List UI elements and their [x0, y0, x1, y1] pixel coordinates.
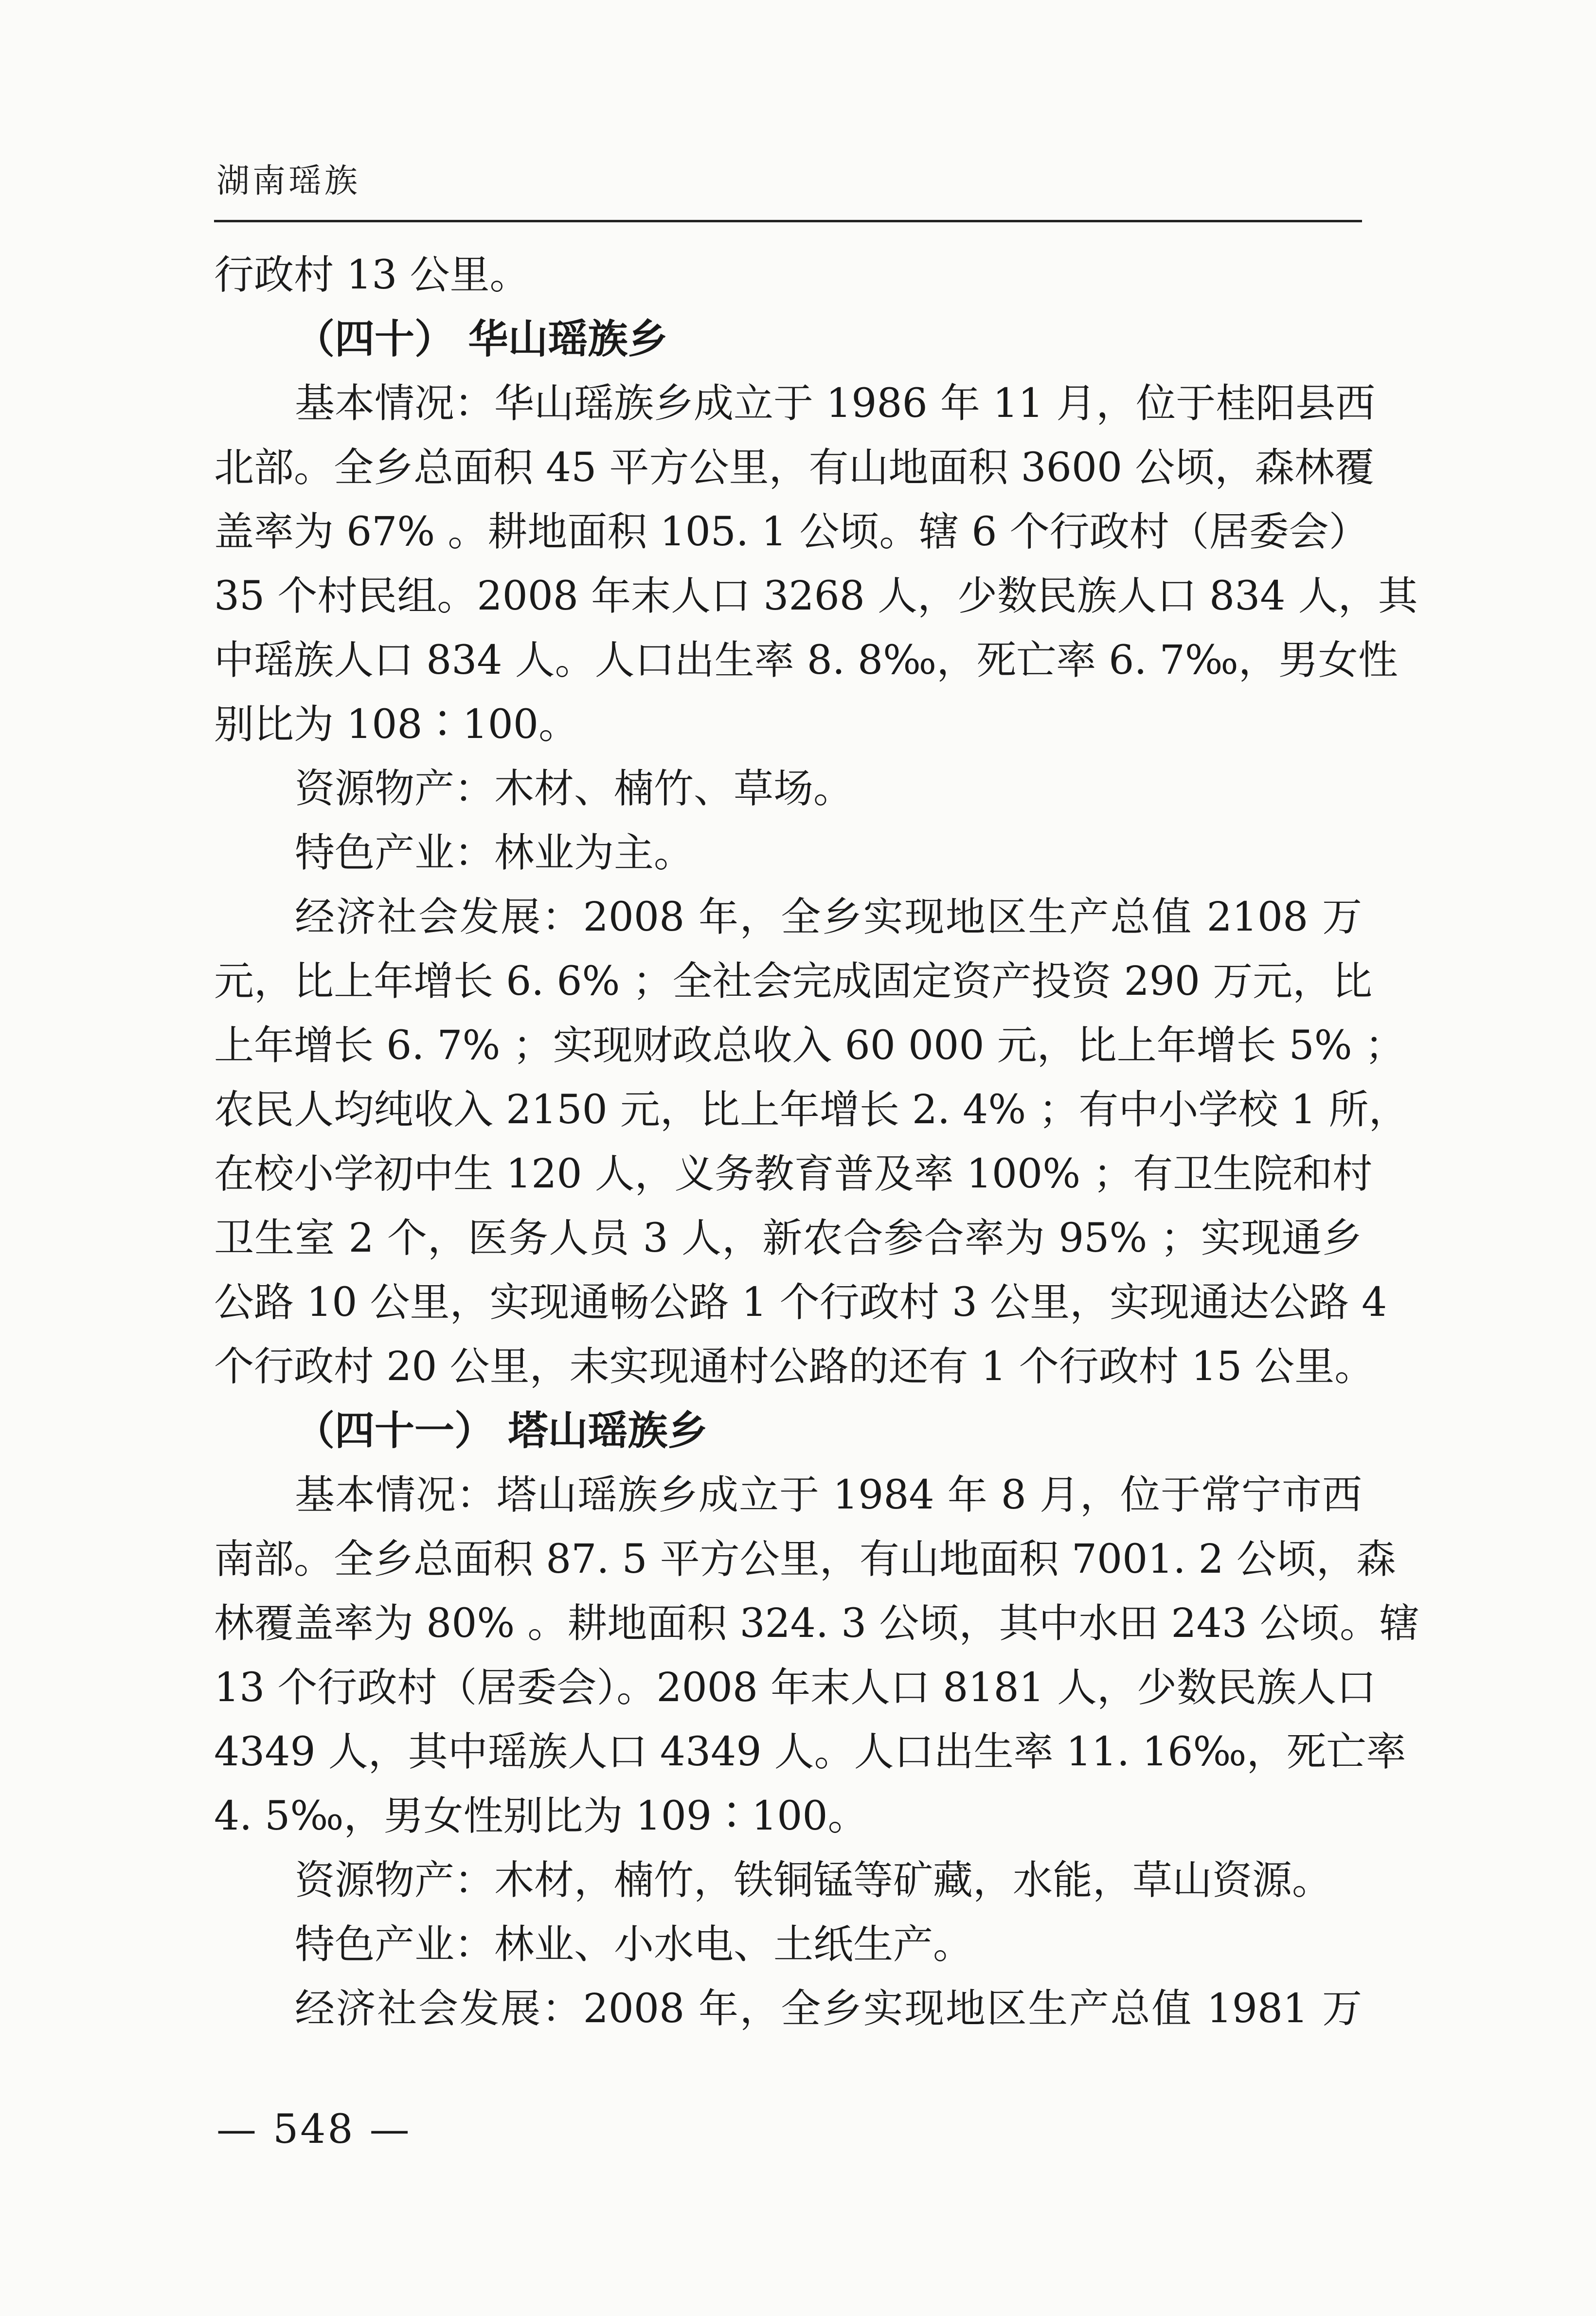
text-line: 林覆盖率为 80% 。耕地面积 324. 3 公顷，其中水田 243 公顷。辖 [214, 1600, 1419, 1647]
text-line: 基本情况：塔山瑶族乡成立于 1984 年 8 月，位于常宁市西 [295, 1472, 1362, 1518]
section-heading: （四十一） 塔山瑶族乡 [295, 1408, 708, 1454]
text-line: 上年增长 6. 7% ；实现财政总收入 60 000 元，比上年增长 5% ； [214, 1023, 1405, 1069]
page-number: — 548 — [216, 2106, 412, 2153]
text-line: 行政村 13 公里。 [214, 252, 530, 298]
text-line: 元，比上年增长 6. 6% ；全社会完成固定资产投资 290 万元，比 [214, 958, 1373, 1005]
text-line: 4349 人，其中瑶族人口 4349 人。人口出生率 11. 16‰，死亡率 [214, 1729, 1406, 1775]
text-line: 公路 10 公里，实现通畅公路 1 个行政村 3 公里，实现通达公路 4 [214, 1279, 1387, 1326]
text-line: 经济社会发展：2008 年，全乡实现地区生产总值 2108 万 [295, 894, 1362, 940]
running-head: 湖南瑶族 [216, 162, 361, 200]
text-line: 4. 5‰，男女性别比为 109∶100。 [214, 1793, 868, 1839]
text-line: 资源物产：木材、楠竹、草场。 [295, 766, 854, 812]
text-line: 农民人均纯收入 2150 元，比上年增长 2. 4% ；有中小学校 1 所， [214, 1087, 1409, 1133]
text-line: 特色产业：林业、小水电、土纸生产。 [295, 1921, 973, 1968]
body-text [214, 243, 1419, 2041]
text-line: 资源物产：木材，楠竹，铁铜锰等矿藏，水能，草山资源。 [295, 1857, 1332, 1903]
text-line: 北部。全乡总面积 45 平方公里，有山地面积 3600 公顷，森林覆 [214, 445, 1375, 491]
text-line: 别比为 108∶100。 [214, 701, 579, 748]
text-line: 中瑶族人口 834 人。人口出生率 8. 8‰，死亡率 6. 7‰，男女性 [214, 637, 1398, 683]
text-line: 卫生室 2 个，医务人员 3 人，新农合参合率为 95% ；实现通乡 [214, 1215, 1362, 1261]
text-line: 南部。全乡总面积 87. 5 平方公里，有山地面积 7001. 2 公顷，森 [214, 1536, 1396, 1582]
text-line: 13 个行政村（居委会）。2008 年末人口 8181 人，少数民族人口 [214, 1665, 1376, 1711]
text-line: 经济社会发展：2008 年，全乡实现地区生产总值 1981 万 [295, 1986, 1362, 2032]
text-line: 基本情况：华山瑶族乡成立于 1986 年 11 月，位于桂阳县西 [295, 380, 1376, 427]
header-rule [214, 220, 1362, 222]
text-line: 35 个村民组。2008 年末人口 3268 人，少数民族人口 834 人，其 [214, 573, 1418, 619]
text-line: 特色产业：林业为主。 [295, 830, 694, 876]
text-line: 盖率为 67% 。耕地面积 105. 1 公顷。辖 6 个行政村（居委会） [214, 509, 1369, 555]
section-heading: （四十） 华山瑶族乡 [295, 316, 668, 362]
text-line: 个行政村 20 公里，未实现通村公路的还有 1 个行政村 15 公里。 [214, 1344, 1375, 1390]
text-line: 在校小学初中生 120 人，义务教育普及率 100% ；有卫生院和村 [214, 1151, 1373, 1197]
